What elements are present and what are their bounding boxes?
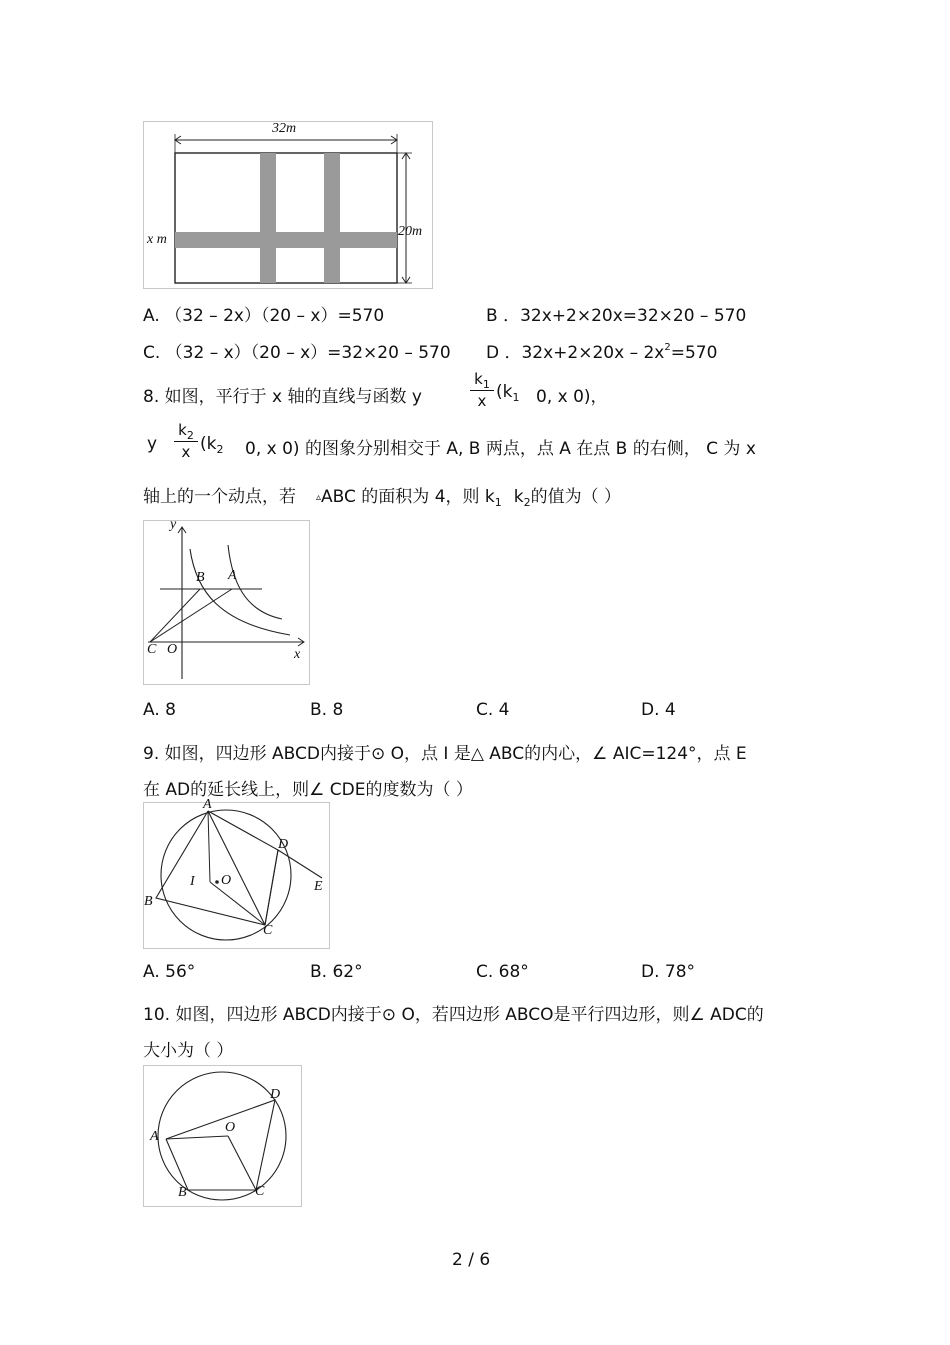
road-horizontal — [175, 232, 397, 248]
q8-figure — [143, 517, 310, 685]
q9-option-c: C. 68° — [476, 962, 529, 982]
page-number: 2 / 6 — [452, 1250, 491, 1270]
q8-point-a-label: A — [228, 568, 237, 583]
q9-label-a: A — [203, 797, 212, 812]
q8-fraction-1: $\frac{k_1}{x}$ — [470, 370, 494, 411]
q9-line2: 在 AD的延长线上，则∠ CDE的度数为（ ） — [143, 780, 473, 800]
q9-figure — [143, 797, 330, 949]
q8-line1-tail: 0, x 0)， — [536, 387, 608, 407]
q10-label-a: A — [150, 1129, 159, 1144]
q9-label-d: D — [278, 837, 289, 852]
q10-line1: 10. 如图，四边形 ABCD内接于⊙ O，若四边形 ABCO是平行四边形，则∠ ADC的 — [143, 1005, 764, 1025]
q7-right-label: 20m — [398, 224, 423, 239]
q9-line1: 9. 如图，四边形 ABCD内接于⊙ O，点 I 是△ ABC的内心，∠ AIC=124°，点 E — [143, 744, 747, 764]
curve-k2 — [190, 549, 290, 635]
q8-fraction-2: $\frac{k_2}{x}$ — [174, 421, 198, 462]
q10-label-d: D — [270, 1087, 281, 1102]
q9-label-o: O — [221, 873, 232, 888]
q10-label-b: B — [178, 1185, 187, 1200]
q8-option-d: D. 4 — [641, 700, 676, 720]
q8-point-o-label: O — [167, 642, 178, 657]
road-vertical-2 — [324, 153, 340, 283]
q10-figure — [143, 1065, 302, 1207]
q8-line1-post: ($k_1$ — [496, 382, 520, 404]
q7-option-c: C. （32 – x）（20 – x）=32×20 – 570 — [143, 343, 451, 363]
q8-line1-prefix: 8. 如图，平行于 x 轴的直线与函数 y — [143, 387, 422, 407]
q7-option-a: A. （32 – 2x）（20 – x）=570 — [143, 306, 385, 326]
q7-top-label: 32m — [272, 121, 297, 136]
q9-label-b: B — [144, 894, 153, 909]
q8-option-c: C. 4 — [476, 700, 510, 720]
q8-option-a: A. 8 — [143, 700, 176, 720]
q7-option-d-sup: 2 — [664, 342, 671, 353]
q7-option-d-tail: =570 — [670, 343, 718, 363]
q9-option-b: B. 62° — [310, 962, 363, 982]
segment-ca — [150, 589, 232, 642]
q9-label-c: C — [263, 923, 273, 938]
q7-left-label: x m — [147, 232, 167, 247]
extension-de — [278, 850, 322, 878]
q8-line2-post: ($k_2$ — [200, 434, 224, 456]
road-vertical-1 — [260, 153, 276, 283]
segment-cb — [150, 589, 200, 642]
q8-point-c-label: C — [147, 642, 157, 657]
q8-line2-tail: 0, x 0) 的图象分别相交于 A, B 两点，点 A 在点 B 的右侧， C 为 x — [245, 439, 756, 459]
q7-figure — [143, 121, 433, 289]
q7-option-d-main: D ．32x+2×20x – 2x — [486, 343, 665, 363]
q8-point-b-label: B — [196, 570, 205, 585]
quad-abcd — [166, 1100, 275, 1190]
center-dot — [215, 880, 219, 884]
q8-y-label: y — [170, 517, 177, 532]
q10-label-c: C — [255, 1184, 265, 1199]
q9-label-e: E — [314, 879, 323, 894]
triangle-icon: ▵ — [316, 492, 322, 503]
field-rect — [175, 153, 397, 283]
q9-option-a: A. 56° — [143, 962, 196, 982]
q7-option-b: B ．32x+2×20x=32×20 – 570 — [486, 306, 747, 326]
q8-x-label: x — [294, 647, 301, 662]
q8-line3: 轴上的一个动点，若 ▵ABC 的面积为 4，则 $k_1$ $k_2$的值为（ ） — [143, 487, 622, 509]
q10-line2: 大小为（ ） — [143, 1041, 234, 1061]
q9-label-i: I — [190, 874, 195, 889]
q10-label-o: O — [225, 1120, 236, 1135]
q7-option-d — [486, 338, 717, 363]
q8-line2-y: y — [147, 434, 158, 454]
q9-option-d: D. 78° — [641, 962, 696, 982]
q8-option-b: B. 8 — [310, 700, 344, 720]
